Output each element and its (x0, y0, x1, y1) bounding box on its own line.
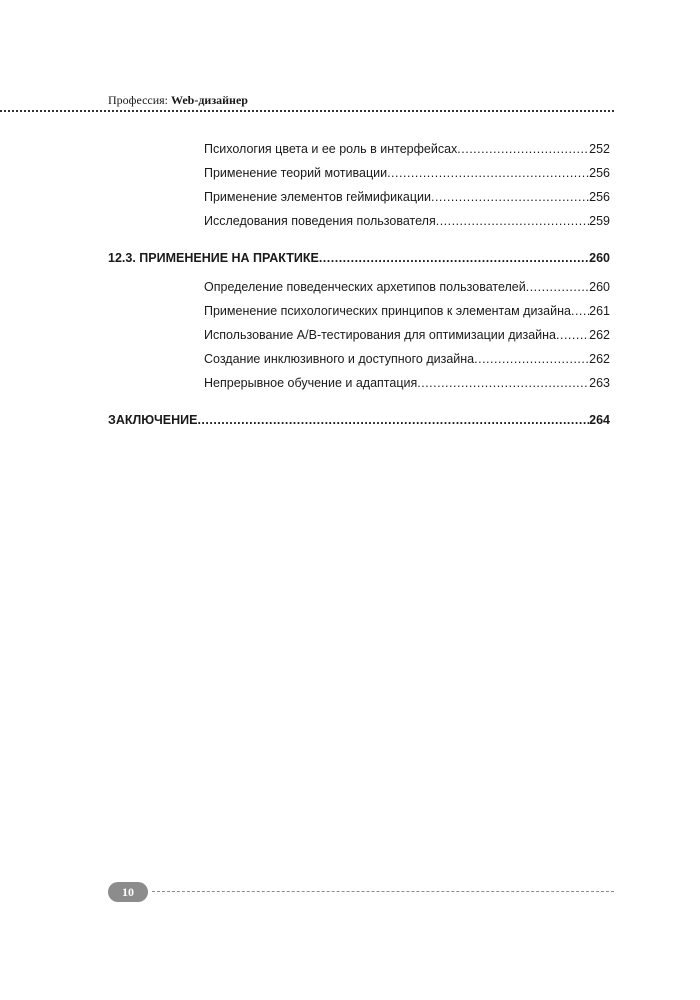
toc-entry-page: 256 (589, 166, 610, 180)
toc-entry[interactable] (204, 375, 610, 391)
toc-entry-title: Применение теорий мотивации (204, 166, 388, 180)
toc-dot-leader (387, 165, 589, 181)
toc-entry-title: Исследования поведения пользователя (204, 214, 436, 228)
toc-entry[interactable] (204, 165, 610, 181)
toc-dot-leader (197, 412, 589, 428)
toc-entry-title: Непрерывное обучение и адаптация (204, 376, 418, 390)
toc-entry-page: 259 (589, 214, 610, 228)
toc-section-page: 260 (589, 251, 610, 265)
toc-entry-title: Использование A/B-тестирования для оптимизации дизайна (204, 328, 556, 342)
toc-dot-leader (457, 141, 589, 157)
toc-entry-page: 260 (589, 280, 610, 294)
header-book-title: Web-дизайнер (171, 93, 248, 107)
footer-dashed-rule (152, 891, 614, 892)
toc-entry-page: 263 (589, 376, 610, 390)
toc-section-page: 264 (589, 413, 610, 427)
toc-entry[interactable] (204, 213, 610, 229)
toc-entry-title: Создание инклюзивного и доступного дизайна (204, 352, 475, 366)
toc-dot-leader (571, 303, 589, 319)
toc-section-title: ЗАКЛЮЧЕНИЕ (108, 413, 198, 427)
toc-entry[interactable] (204, 327, 610, 343)
toc-entry-title: Применение психологических принципов к элементам дизайна (204, 304, 571, 318)
header-profession-label: Профессия: (108, 93, 168, 107)
toc-dot-leader (556, 327, 589, 343)
toc-dot-leader (417, 375, 589, 391)
toc-entry[interactable] (204, 279, 610, 295)
toc-dot-leader (474, 351, 589, 367)
toc-entry-page: 262 (589, 328, 610, 342)
toc-entry-title: Определение поведенческих архетипов пользователей (204, 280, 526, 294)
toc-dot-leader (319, 250, 589, 266)
toc-entry-page: 261 (589, 304, 610, 318)
toc-entry-page: 256 (589, 190, 610, 204)
toc-dot-leader (436, 213, 589, 229)
toc-entry[interactable] (204, 303, 610, 319)
page-number-badge: 10 (108, 882, 148, 902)
toc-section-entry[interactable] (108, 412, 610, 428)
toc-entry[interactable] (204, 189, 610, 205)
toc-entry[interactable] (204, 141, 610, 157)
toc-section-entry[interactable] (108, 250, 610, 266)
toc-entry-title: Применение элементов геймификации (204, 190, 431, 204)
toc-entry-title: Психология цвета и ее роль в интерфейсах (204, 142, 458, 156)
toc-entry[interactable] (204, 351, 610, 367)
toc-dot-leader (526, 279, 589, 295)
toc-section-title: 12.3. ПРИМЕНЕНИЕ НА ПРАКТИКЕ (108, 251, 319, 265)
toc-dot-leader (431, 189, 589, 205)
toc-entry-page: 262 (589, 352, 610, 366)
toc-entry-page: 252 (589, 142, 610, 156)
